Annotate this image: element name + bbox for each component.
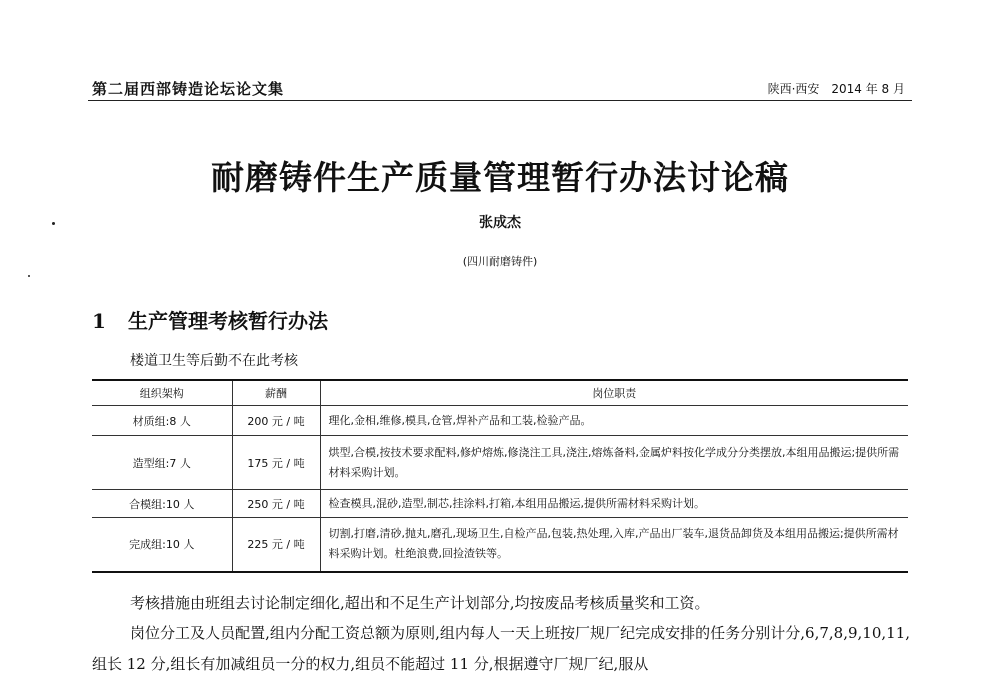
section-heading <box>92 305 328 334</box>
group-cell: 完成组:10 人 <box>92 518 232 572</box>
header-group: 组织架构 <box>92 380 232 406</box>
table-row <box>92 518 908 572</box>
location-date: 陕西·西安 2014 年 8 月 <box>767 82 905 96</box>
table-row <box>92 490 908 518</box>
duty-cell: 切割,打磨,清砂,抛丸,磨孔,现场卫生,自检产品,包装,热处理,入库,产品出厂装车,退货品卸货及本组用品搬运;提供所需材料采购计划。杜绝浪费,回捡渣铁等。 <box>328 527 899 561</box>
journal-name: 第二届西部铸造论坛论文集 <box>92 80 285 98</box>
section-title: 生产管理考核暂行办法 <box>128 309 328 333</box>
paper-title: 耐磨铸件生产质量管理暂行办法讨论稿 <box>211 158 789 197</box>
header-rule <box>88 100 912 101</box>
duty-cell: 理化,金相,维修,模具,仓管,焊补产品和工装,检验产品。 <box>328 413 592 427</box>
duty-table <box>92 379 908 573</box>
group-cell: 造型组:7 人 <box>92 436 232 490</box>
pay-cell: 200 元 / 吨 <box>232 406 320 436</box>
pay-cell: 225 元 / 吨 <box>232 518 320 572</box>
section-number: 1 <box>92 309 106 333</box>
body-paragraph: 岗位分工及人员配置,组内分配工资总额为原则,组内每人一天上班按厂规厂纪完成安排的任务分别计分,6,7,8,9,10,11,组长 12 分,组长有加减组员一分的权力,组员不能超过 11 分,根据遵守厂规厂纪,服从 <box>92 624 910 673</box>
pay-cell: 250 元 / 吨 <box>232 490 320 518</box>
table-row <box>92 406 908 436</box>
table-row <box>92 436 908 490</box>
header-pay: 薪酬 <box>232 380 320 406</box>
table-note: 楼道卫生等后勤不在此考核 <box>130 353 298 369</box>
author-affiliation: (四川耐磨铸件) <box>462 255 538 268</box>
duty-cell: 烘型,合模,按技术要求配料,修炉熔炼,修浇注工具,浇注,熔炼备料,金属炉料按化学成分分类摆放,本组用品搬运;提供所需材料采购计划。 <box>328 445 900 479</box>
duty-cell: 检查模具,混砂,造型,制芯,挂涂料,打箱,本组用品搬运,提供所需材料采购计划。 <box>328 496 705 510</box>
table-header-row <box>92 380 908 406</box>
author-name: 张成杰 <box>479 215 521 231</box>
group-cell: 材质组:8 人 <box>92 406 232 436</box>
body-paragraph: 考核措施由班组去讨论制定细化,超出和不足生产计划部分,均按废品考核质量奖和工资。 <box>130 594 710 612</box>
header-duty: 岗位职责 <box>592 387 637 400</box>
pay-cell: 175 元 / 吨 <box>232 436 320 490</box>
scan-speck <box>28 275 30 277</box>
group-cell: 合模组:10 人 <box>92 490 232 518</box>
